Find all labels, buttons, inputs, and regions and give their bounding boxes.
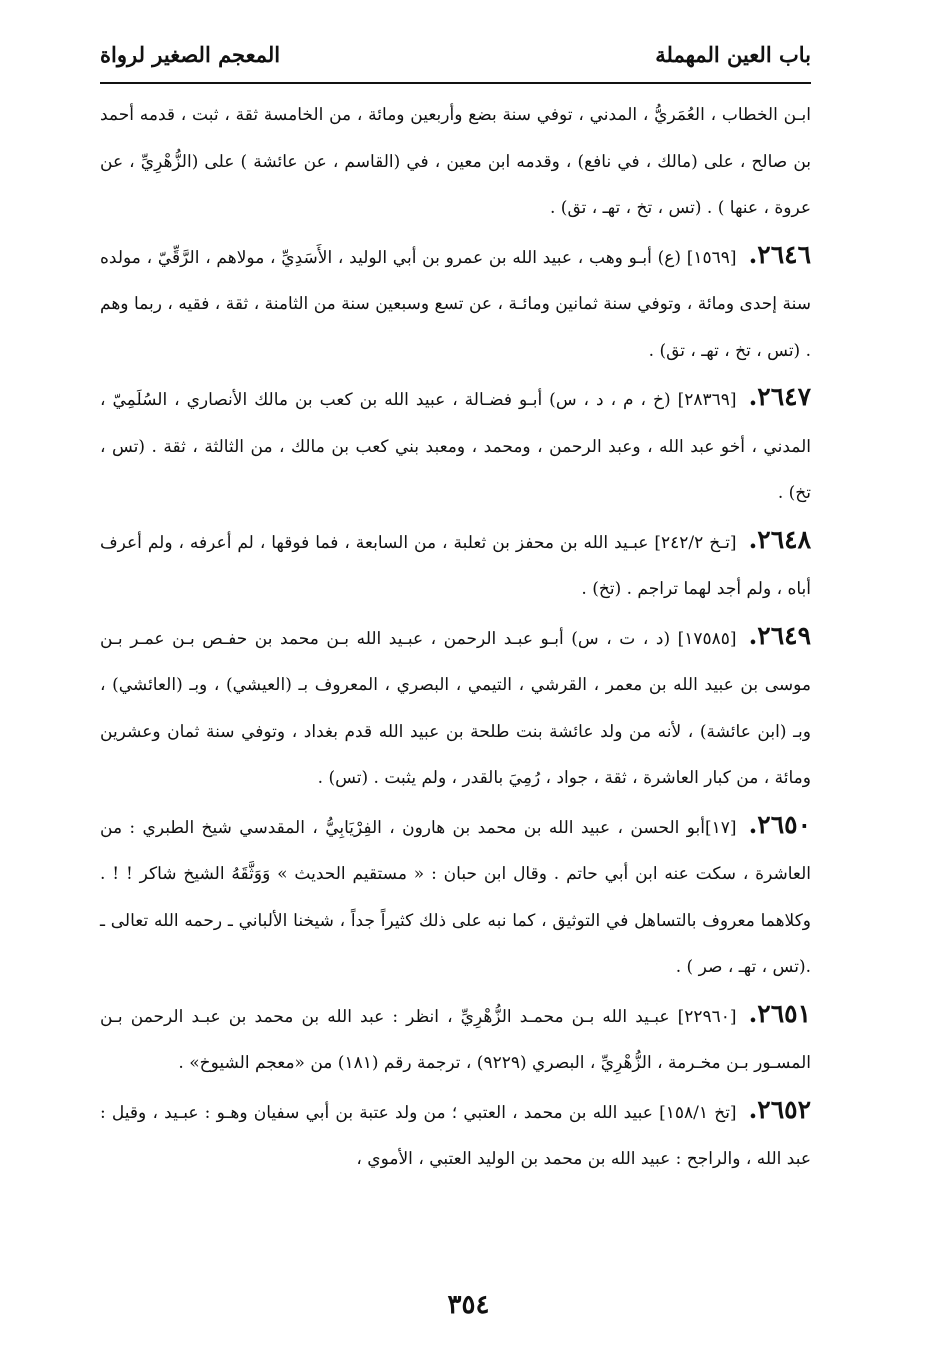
entry-2646 xyxy=(100,232,811,375)
entry-number: ٢٦٥٢. xyxy=(748,1094,811,1124)
entry-number: ٢٦٥٠. xyxy=(748,809,811,839)
entry-2650 xyxy=(100,802,811,991)
entry-text: ابـن الخطاب ، العُمَريُّ ، المدني ، توفي سنة بضع وأربعين ومائة ، من الخامسة ثقة ، ثبت ، قدمه أحمد بن صالح ، على (مالك ، في نافع) ، وقدمه ابن معين ، في (القاسم ، عن عائشة ) على (الزُّهْرِيِّ ، عن عروة ، عنها ) . (تس ، تخ ، تهـ ، تق) . xyxy=(100,105,811,218)
entry-2648 xyxy=(100,517,811,613)
book-title: المعجم الصغير لرواة xyxy=(100,41,281,67)
entry-text: [١٧]أبو الحسن ، عبيد الله بن محمد بن هارون ، الفِرْيَابِيُّ ، المقدسي شيخ الطبري : من العاشرة ، سكت عنه ابن أبي حاتم . وقال ابن حبان : « مستقيم الحديث » وَوَثَّقَهُ الشيخ شاكر ! ! . وكلاهما معروف بالتساهل في التوثيق ، كما نبه على ذلك كثيراً جداً ، شيخنا الألباني ـ رحمه الله تعالى ـ .(تس ، تهـ ، صر ) . xyxy=(100,817,811,977)
page-number: ٣٥٤ xyxy=(447,1290,490,1320)
page-body xyxy=(100,92,811,1183)
entry-number: ٢٦٥١. xyxy=(748,998,811,1028)
entry-2651 xyxy=(100,991,811,1087)
header-rule xyxy=(100,82,811,84)
entry-text: [٢٨٣٦٩] (خ ، م ، د ، س) أبـو فضـالة ، عبيد الله بن كعب بن مالك الأنصاري ، السُلَمِيّ ، المدني ، أخو عبد الله ، وعبد الرحمن ، ومحمد ، ومعبد بني كعب بن مالك ، من الثالثة ، ثقة . (تس ، تخ) . xyxy=(100,390,811,503)
entry-2649 xyxy=(100,613,811,802)
entry-number: ٢٦٤٦. xyxy=(748,239,811,269)
entry-number: ٢٦٤٧. xyxy=(748,382,811,411)
entry-text: [تـخ ٢٤٢/٢] عبـيد الله بن محفز بن ثعلبة ، من السابعة ، فما فوقها ، لم أعرفه ، ولم أعرف أباه ، ولم أجد لهما تراجم . (تخ) . xyxy=(100,532,811,599)
entry-text: [١٧٥٨٥] (د ، ت ، س) أبـو عبـد الرحمن ، عبـيد الله بـن محمد بن حفـص بـن عمـر بـن موسى بن عبيد الله بن معمر ، القرشي ، التيمي ، البصري ، المعروف بـ (العيشي) ، وبـ (العائشي) ، وبـ (ابن عائشة) ، لأنه من ولد عائشة بنت طلحة بن عبيد الله قدم بغداد ، وتوفي سنة ثمان وعشرين ومائة ، من كبار العاشرة ، ثقة ، جواد ، رُمِيَ بالقدر ، ولم يثبت . (تس) . xyxy=(100,628,811,788)
entry-text: [١٥٦٩] (ع) أبـو وهب ، عبيد الله بن عمرو بن أبي الوليد ، الأَسَدِيِّ ، مولاهم ، الرَّقِّيّ ، مولده سنة إحدى ومائة ، وتوفي سنة ثمانين ومائـة ، عن تسع وسبعين سنة من الثامنة ، ثقة ، فقيه ، ربما وهم . (تس ، تخ ، تهـ ، تق) . xyxy=(100,247,811,361)
chapter-title: باب العين المهملة xyxy=(655,41,811,67)
entry-2647 xyxy=(100,374,811,517)
entry-text: [٢٢٩٦٠] عبـيد الله بـن محمـد الزُّهْرِيِّ ، انظر : عبد الله بن محمد بن عبـد الرحمن بـن المسـور بـن مخـرمة ، الزُّهْرِيِّ ، البصري (٩٢٢٩) ، ترجمة رقم (١٨١) من «معجم الشيوخ» . xyxy=(100,1006,811,1073)
entry-continuation xyxy=(100,92,811,232)
entry-2652 xyxy=(100,1087,811,1183)
running-header xyxy=(100,34,811,74)
entry-number: ٢٦٤٨. xyxy=(748,524,811,554)
entry-number: ٢٦٤٩. xyxy=(748,620,811,650)
entry-text: [تخ ١٥٨/١] عبيد الله بن محمد ، العتبي ؛ من ولد عتبة بن أبي سفيان وهـو : عبـيد ، وقيل : عبد الله ، والراجح : عبيد الله بن محمد بن الوليد العتبي ، الأموي ، xyxy=(100,1102,811,1169)
